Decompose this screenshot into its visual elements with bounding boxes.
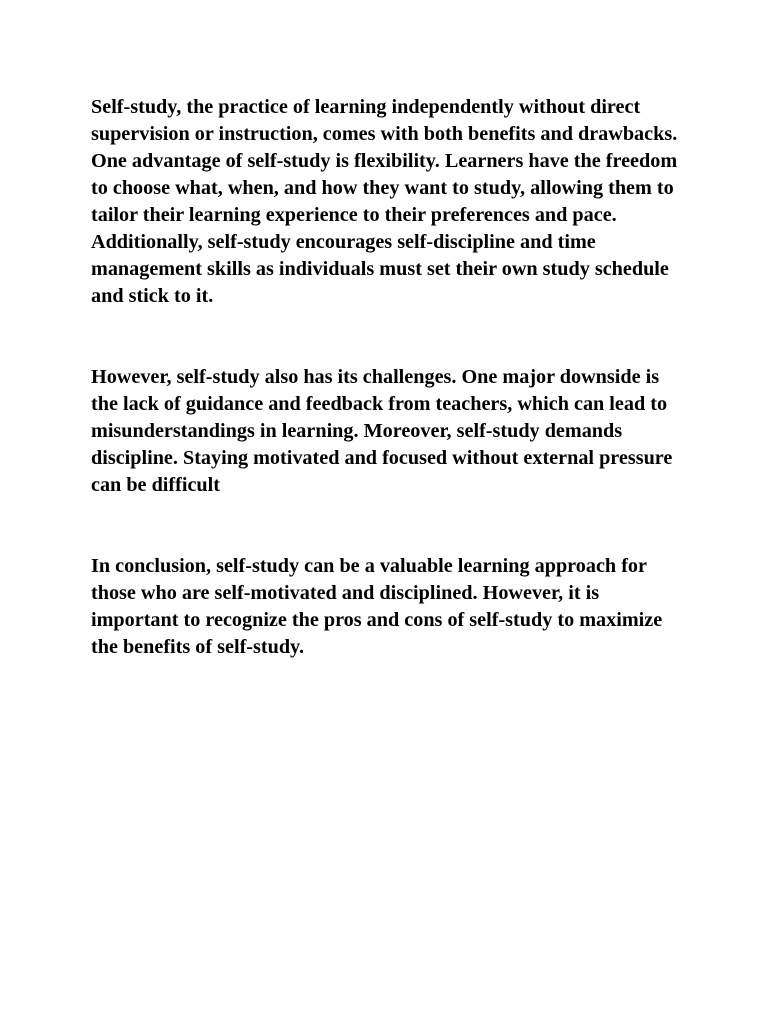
paragraph-introduction: Self-study, the practice of learning independently without direct supervision or instruction, comes with both benefits and drawbacks. One advantage of self-study is flexibility. Learners have the freedom to choose what, when, and how they want to study, allowing them to tailor their learning experience to their preferences and pace. Additionally, self-study encourages self-discipline and time management skills as individuals must set their own study schedule and stick to it. <box>91 96 678 307</box>
document-body <box>91 94 681 661</box>
paragraph-conclusion: In conclusion, self-study can be a valuable learning approach for those who are self-motivated and disciplined. However, it is important to recognize the pros and cons of self-study to maximize the benefits of self-study. <box>91 555 663 658</box>
paragraph-challenges: However, self-study also has its challenges. One major downside is the lack of guidance and feedback from teachers, which can lead to misunderstandings in learning. Moreover, self-study demands discipline. Staying motivated and focused without external pressure can be difficult <box>91 366 673 496</box>
